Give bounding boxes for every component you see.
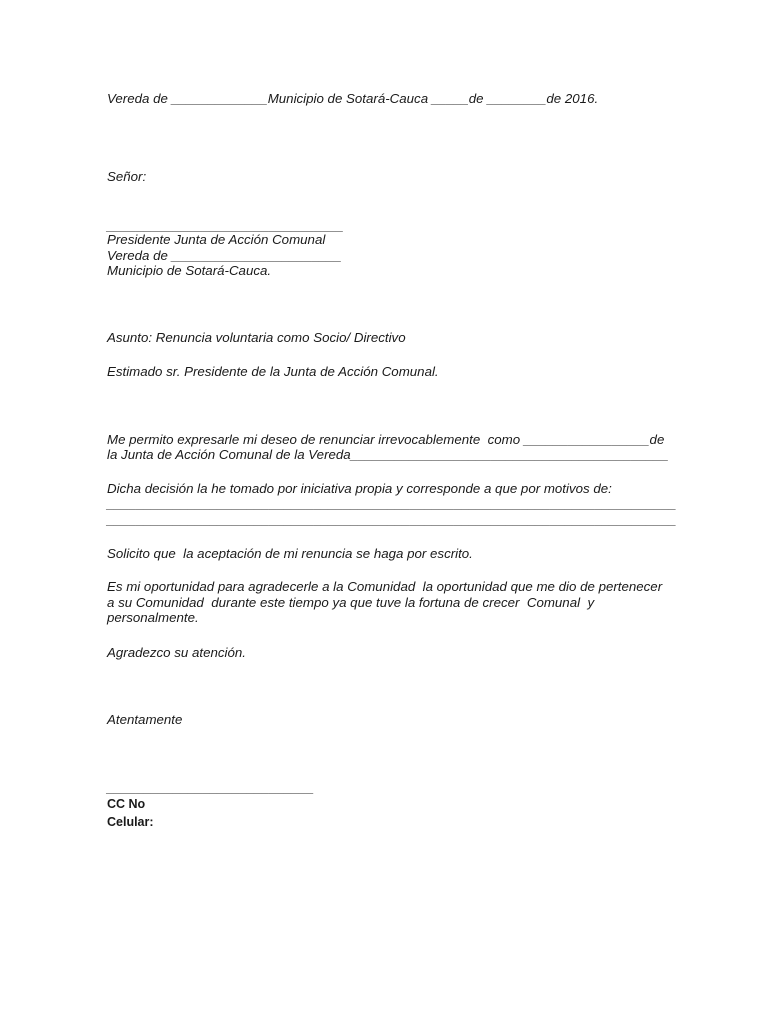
paragraph-4-line-1: Es mi oportunidad para agradecerle a la Comunidad la oportunidad que me dio de pertenecer [107, 579, 663, 594]
salutation: Señor: [107, 169, 147, 184]
paragraph-1-line-1: Me permito expresarle mi deseo de renunciar irrevocablemente como _________________de [107, 432, 665, 447]
recipient-municipio: Municipio de Sotará-Cauca. [107, 263, 272, 278]
paragraph-4-line-2: a su Comunidad durante este tiempo ya que tuve la fortuna de crecer Comunal y [107, 595, 595, 610]
subject-line: Asunto: Renuncia voluntaria como Socio/ Directivo [107, 330, 406, 345]
paragraph-1-line-2: la Junta de Acción Comunal de la Vereda___________________________________________ [107, 447, 669, 462]
closing-atentamente: Atentamente [107, 712, 183, 727]
paragraph-3: Solicito que la aceptación de mi renuncia se haga por escrito. [107, 546, 473, 561]
paragraph-2-line-3: _____________________________________________________________________________ [107, 512, 677, 527]
paragraph-2-line-1: Dicha decisión la he tomado por iniciativa propia y corresponde a que por motivos de: [107, 481, 612, 496]
recipient-name-blank: ________________________________ [107, 218, 344, 233]
celular-label: Celular: [107, 815, 154, 829]
cc-label: CC No [107, 797, 146, 811]
place-date-line: Vereda de _____________Municipio de Sotará-Cauca _____de ________de 2016. [107, 91, 599, 106]
recipient-vereda: Vereda de _______________________ [107, 248, 342, 263]
signature-blank: ____________________________ [107, 780, 315, 795]
paragraph-4-line-3: personalmente. [107, 610, 199, 625]
recipient-title: Presidente Junta de Acción Comunal [107, 232, 326, 247]
paragraph-5: Agradezco su atención. [107, 645, 246, 660]
greeting-line: Estimado sr. Presidente de la Junta de Acción Comunal. [107, 364, 439, 379]
paragraph-2-line-2: _____________________________________________________________________________ [107, 496, 677, 511]
